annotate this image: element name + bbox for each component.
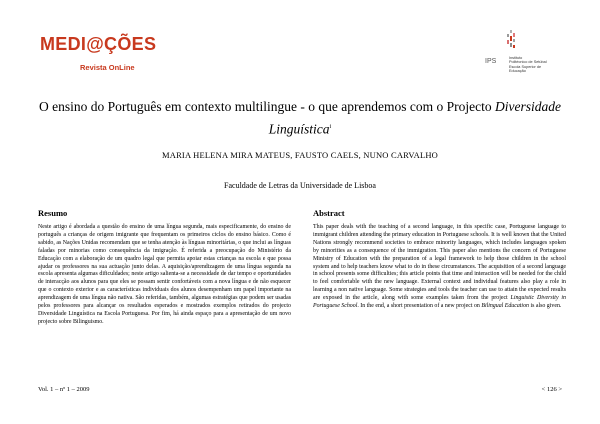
title-italic-part: Diversidade [494,99,561,114]
abstract-heading: Abstract [313,208,345,218]
institution-name: Instituto Politécnico de Setúbal Escola Superior de Educação [509,56,547,74]
footer-volume: Vol. 1 – nº 1 – 2009 [38,386,90,393]
article-authors: MARIA HELENA MIRA MATEUS, FAUSTO CAELS, NUNO CARVALHO [161,150,439,160]
page-header [0,0,600,80]
journal-logo-subtitle: Revista OnLine [80,63,135,72]
resumo-heading: Resumo [38,208,68,218]
institution-logo [485,28,565,74]
title-italic-part: Linguística [268,121,330,137]
article-title: O ensino do Português em contexto multilingue - o que aprendemos com o Projecto Diversidade Linguística$^i$ [39,99,561,137]
journal-logo-title: MEDI@ÇÕES [40,34,157,54]
resumo-text: Neste artigo é abordada a questão do ensino de uma língua segunda, mais especificamente, do ensino de português a crianças de origem imigrante que frequentam os primeiros ciclos do ensino básico. Como é sabido, as Nações Unidas recomendam que se tenha atenção às línguas minoritárias, o que inclui as línguas faladas por minorias como consequência da imigração. É referida a preocupação do Ministério da Educação com a elaboração de um quadro legal que permita apoiar estas crianças na escola e que possa ajudar os professores na sua actuação junto delas. A aquisição/aprendizagem de uma língua segunda na escola apresenta algumas dificuldades; neste artigo salienta-se a necessidade de dar tempo e oportunidades de interacção aos alunos para que eles se possam sentir confortáveis com a nova língua e de não esquecer que o contexto exterior e as características individuais dos alunos desempenham um papel importante na aprendizagem de uma língua não nativa. São referidas, também, algumas estratégias que podem ser usadas pelos professores para alcançar os resultados esperados e mostrados exemplos retirados do projecto Diversidade Linguística na Escola Portuguesa. Por fim, há ainda espaço para a apresentação de um novo projecto sobre Bilinguismo. [38,224,291,325]
resumo-section [38,208,291,327]
institution-abbr: IPS [485,58,497,65]
title-footnote-mark: i [329,124,332,130]
abstract-text: This paper deals with the teaching of a second language, in this specific case, Portuguese language to immigrant children attending the primary education in Portuguese schools. It is well known that the United Nations strongly recommend societies to embrace minority languages, which includes languages spoken by minorities as a consequence of the immigration. This paper also mentions the concern of Portuguese Ministry of Education with the preparation of a legal framework to help those children in the school system and to help teachers know what to do in these circumstances. The acquisition of a second language in school presents some difficulties; this article points that time and interaction will be needed for the child to feel comfortable with the new language. External context and individual features also play a role in learning a non native language. Some strategies and tools the teacher can use to attain the expected results are exposed in the article, along with some examples taken from the project Linguistic Diversity in Portuguese School. In the end, a short presentation of a new project on Bilingual Education is also given. [313,224,566,310]
ips-emblem-icon [501,28,521,58]
article-affiliation: Faculdade de Letras da Universidade de Lisboa [224,181,376,190]
abstract-section [313,208,566,311]
footer-page-number: < 126 > [541,386,562,393]
